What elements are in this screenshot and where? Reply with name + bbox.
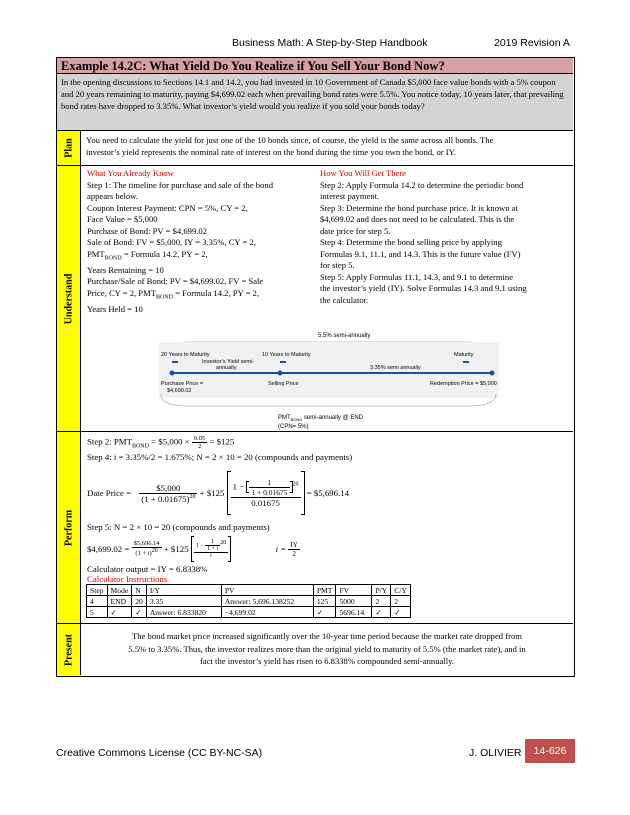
known-line: Purchase of Bond: PV = $4,699.02 — [87, 225, 207, 236]
timeline-top-rate: 5.5% semi-annually — [318, 333, 371, 339]
timeline-pmt-label: $PMT_{BOND}$ semi-annually @ END — [278, 415, 364, 422]
understand-section — [81, 166, 573, 432]
table-cell: ✓ — [391, 607, 411, 618]
table-header: PMT — [313, 585, 336, 596]
plan-line: investor’s yield represents the nominal rate of interest on the bond during the time you own the bond, or IY. — [86, 146, 456, 157]
table-cell: 2 — [372, 596, 391, 607]
bond-timeline-diagram — [158, 328, 502, 432]
timeline-point — [170, 371, 175, 376]
page-number: 14-626 — [525, 739, 575, 763]
timeline-selling-label: Selling Price — [268, 381, 299, 387]
table-cell: ✓ — [313, 607, 336, 618]
timeline-panel — [159, 342, 499, 398]
step5-formula: $4,699.02 = $\frac{\$5,696.14}{(1 + i)^{20}}$ + $125 1 − $\frac{1}{1 + i}$ $^{20}$ i i = $\frac{IY}{2}$ — [87, 536, 300, 562]
how-line: Step 4: Determine the bond selling price by applying — [320, 237, 502, 247]
example-box — [56, 57, 575, 677]
table-header: I/Y — [146, 585, 221, 596]
timeline-purchase-value: $4,699.02 — [167, 388, 192, 394]
known-line: Face Value = $5,000 — [87, 214, 158, 224]
table-cell: Answer: 6.833820 — [146, 607, 221, 618]
example-intro: In the opening discussions to Sections 14.1 and 14.2, you had invested in 10 Government of Canada $5,000 face value bonds with a 5% coupon and 20 years remaining to maturity, paying $4,699.02 each when prevailing bond rates were 5.5%. You notice today, 10 years later, that prevailing bond rates have dropped to 3.35%. What investor’s yield would you realize if you sold your bonds today? — [57, 74, 573, 131]
table-row — [87, 596, 411, 607]
table-header: Mode — [107, 585, 132, 596]
known-line: Sale of Bond: FV = $5,000, IY = 3.35%, CY = 2, — [87, 237, 256, 247]
how-column — [320, 168, 570, 306]
understand-side-label: Understand — [57, 166, 81, 432]
timeline-label-10y: 10 Years to Maturity — [262, 352, 311, 358]
timeline-point — [490, 371, 495, 376]
timeline-label-maturity: Maturity — [454, 352, 474, 358]
plan-section — [81, 131, 573, 166]
table-cell: −4,699.02 — [221, 607, 313, 618]
perform-section — [81, 432, 573, 624]
present-line: The bond market price increased significantly over the 10-year time period because the market rate dropped from — [132, 631, 522, 641]
how-line: Formulas 9.1, 11.1, and 14.3. This is the future value (FV) — [320, 248, 521, 259]
known-line: Purchase/Sale of Bond: PV = $4,699.02, FV = Sale — [87, 276, 264, 287]
step2-formula: Step 2: $PMT_{BOND}$ = $5,000 × $\frac{0.05}{2}$ = $125 — [87, 435, 235, 450]
table-cell: END — [107, 596, 132, 607]
license-text: Creative Commons License (CC BY-NC-SA) — [56, 747, 263, 759]
how-line: for step 5. — [320, 260, 355, 270]
table-header: PV — [221, 585, 313, 596]
table-cell: 4 — [87, 596, 108, 607]
known-line: Coupon Interest Payment: CPN = 5%, CY = 2, — [87, 202, 248, 213]
timeline-label-20y: 20 Years to Maturity — [161, 352, 210, 358]
known-line: $PMT_{BOND}$ = Formula 14.2, PY = 2, — [87, 248, 208, 262]
calculator-output: Calculator output = IY = 6.8338% — [87, 564, 208, 574]
table-cell: 3.35 — [146, 596, 221, 607]
how-line: interest payment. — [320, 191, 380, 201]
calculator-heading: Calculator Instructions — [87, 574, 168, 584]
how-line: Step 3: Determine the bond purchase price. It is known at — [320, 202, 518, 213]
known-line: appears below. — [87, 191, 138, 201]
present-line: fact the investor’s yield has risen to 6.8338% compounded semi-annually. — [200, 656, 454, 666]
author-name: J. OLIVIER — [469, 747, 522, 759]
table-header: N — [132, 585, 147, 596]
plan-line: You need to calculate the yield for just one of the 10 bonds since, of course, the yield is the same across all bonds. The — [86, 135, 494, 145]
table-cell: 20 — [132, 596, 147, 607]
timeline-cpn-label: (CPN= 5%) — [278, 424, 309, 430]
known-line: Price, CY = 2, $PMT_{BOND}$ = Formula 14.2, PY = 2, — [87, 287, 260, 301]
step5-text: Step 5: N = 2 × 10 = 20 (compounds and payments) — [87, 522, 270, 532]
how-line: date price for step 5. — [320, 225, 391, 236]
present-side-label: Present — [57, 624, 81, 675]
table-header: FV — [336, 585, 372, 596]
known-line: Years Remaining = 10 — [87, 264, 164, 275]
table-cell: 5000 — [336, 596, 372, 607]
known-line: Step 1: The timeline for purchase and sale of the bond — [87, 179, 273, 190]
known-heading: What You Already Know — [87, 168, 174, 178]
how-line: the investor’s yield (IY). Solve Formulas 14.3 and 9.1 using — [320, 283, 527, 293]
table-header: C/Y — [391, 585, 411, 596]
table-cell: 5696.14 — [336, 607, 372, 618]
how-line: Step 2: Apply Formula 14.2 to determine the periodic bond — [320, 179, 524, 190]
revision-label: 2019 Revision A — [494, 37, 570, 49]
table-cell: ✓ — [372, 607, 391, 618]
how-line: Step 5: Apply Formulas 11.1, 14.3, and 9.1 to determine — [320, 271, 514, 282]
how-heading: How You Will Get There — [320, 168, 406, 178]
how-line: $4,699.02 and does not need to be calculated. This is the — [320, 214, 515, 224]
timeline-mid-rate: 3.35% semi annually — [370, 365, 421, 371]
how-line: the calculator. — [320, 294, 369, 305]
table-cell: 5 — [87, 607, 108, 618]
known-column — [87, 168, 315, 315]
timeline-point — [278, 371, 283, 376]
timeline-purchase-label: Purchase Price = — [161, 381, 204, 387]
book-title: Business Math: A Step-by-Step Handbook — [232, 37, 428, 49]
present-section — [81, 624, 573, 675]
known-line: Years Held = 10 — [87, 303, 143, 314]
table-header: Step — [87, 585, 108, 596]
plan-side-label: Plan — [57, 131, 81, 166]
perform-side-label: Perform — [57, 432, 81, 624]
timeline-iy-label: annually — [216, 365, 237, 371]
table-cell: 2 — [391, 596, 411, 607]
calculator-header-row — [87, 585, 411, 596]
table-cell: Answer: 5,696.138252 — [221, 596, 313, 607]
table-cell: ✓ — [132, 607, 147, 618]
timeline-iy-label: Investor’s Yield semi- — [202, 359, 255, 365]
table-header: P/Y — [372, 585, 391, 596]
table-cell: 125 — [313, 596, 336, 607]
step4-text: Step 4: i = 3.35%/2 = 1.675%; N = 2 × 10 = 20 (compounds and payments) — [87, 452, 353, 462]
calculator-table — [86, 584, 411, 618]
table-cell: ✓ — [107, 607, 132, 618]
table-row — [87, 607, 411, 618]
timeline-redemption-label: Redemption Price = $5,000 — [430, 381, 497, 387]
example-title: Example 14.2C: What Yield Do You Realize if You Sell Your Bond Now? — [57, 58, 573, 74]
date-price-formula: Date Price = $\frac{\$5,000}{(1 + 0.01675)^{20}}$ + $125 1 − $\frac{1}{1 + 0.01675}$ $^{20}$ 0.01675 = $5,696.14 — [87, 471, 349, 515]
present-line: 5.5% to 3.35%. Thus, the investor realizes more than the original yield to maturity of 5.5% (the market rate), and in — [128, 643, 526, 654]
